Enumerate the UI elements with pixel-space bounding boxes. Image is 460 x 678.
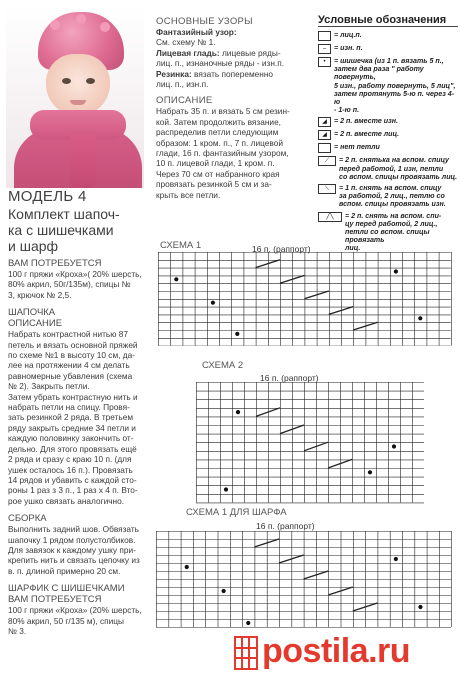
mouth: [70, 100, 86, 105]
eye: [86, 78, 95, 84]
scheme3-rapport: 16 п. (раппорт): [256, 521, 315, 531]
hat-description-heading: ОПИСАНИЕ: [8, 318, 63, 330]
text-line: крепить нить и связать цепочку из: [8, 555, 140, 566]
text-line: 10 п. лицевой глади, 1 кром. п.: [156, 158, 275, 169]
text-line: каждую половинку закончить от-: [8, 433, 134, 444]
scarf-needs-text: 100 г пряжи «Кроха» (20% шерсть, 80% акрил, 50 г/135 м), спицы № 3.: [8, 605, 142, 636]
legend-text-line: = 2 п. снятька на вспом. спицу: [339, 156, 449, 165]
legend-symbol: [318, 31, 331, 41]
scarf-description: [156, 106, 304, 200]
scheme1-cable-mark: [353, 322, 377, 330]
text-line: распределив петли следующим: [156, 127, 279, 138]
legend-item: [318, 117, 458, 127]
watermark-logo-icon: [234, 636, 258, 670]
scarf-heading: ШАРФИК С ШИШЕЧКАМИ ВАМ ПОТРЕБУЕТСЯ: [8, 583, 125, 606]
hat-description: [8, 329, 158, 506]
watermark: postila.ru: [262, 632, 411, 670]
scheme2-cable-mark: [256, 408, 280, 417]
text-line: № 2). Закрыть петли.: [8, 381, 90, 392]
scheme1-cable-mark: [256, 260, 280, 268]
assembly-heading: СБОРКА: [8, 513, 47, 525]
fancy-pattern: Фантазийный узор: См. схему № 1.: [156, 27, 237, 48]
legend-text: [334, 117, 398, 125]
legend-text-line: вспом. спицы провязать изн.: [339, 200, 446, 209]
legend-text-line: = 2 п. снять на вспом. спи-: [345, 211, 442, 220]
text-line: ушек осталось 16 п.). Провязать: [8, 464, 133, 475]
scheme3-cable-mark: [353, 603, 378, 611]
text-line: роны 1 раз з 3 п., 1 раз х 4 п. Вто-: [8, 485, 138, 496]
product-photo: [6, 6, 144, 188]
scheme2-title: СХЕМА 2: [202, 360, 244, 371]
rib-pattern: Резинка: вязать попеременно лиц. п., изн.п.: [156, 68, 274, 90]
legend-item: [318, 143, 458, 153]
legend-text-line: затем два раза " работу повернуть,: [334, 65, 424, 82]
bobble-decoration: [100, 22, 110, 32]
text-line: провязать резинкой 5 см и за-: [156, 179, 272, 190]
legend-text: [339, 184, 446, 209]
patterns-heading: ОСНОВНЫЕ УЗОРЫ: [156, 16, 253, 27]
scheme1-bobble-mark: [235, 332, 239, 336]
scheme3-bobble-mark: [246, 621, 250, 625]
text-line: рое ушко связать аналогично.: [8, 495, 125, 506]
scheme2-bobble-mark: [368, 470, 372, 474]
legend: [318, 14, 458, 256]
scheme1-cable-mark: [329, 307, 353, 315]
legend-text-line: лиц.: [345, 244, 361, 253]
scheme1-bobble-mark: [394, 269, 398, 273]
text-line: глади, 16 п. фантазийным узором,: [156, 148, 289, 159]
legend-symbol: ⟋: [318, 156, 336, 166]
legend-symbol: ╱╲: [318, 212, 342, 222]
scheme2-rapport: 16 п. (раппорт): [260, 373, 319, 383]
scheme3-bobble-mark: [222, 589, 226, 593]
legend-text-line: = 1 п. снять на вспом. спицу: [339, 184, 442, 193]
bobble-decoration: [50, 20, 60, 30]
text-line: петель и вязать основной пряжей: [8, 339, 138, 350]
text-line: набрать петли на спицу. Провя-: [8, 402, 130, 413]
text-line: Затем убрать контрастную нить и: [8, 391, 138, 402]
scheme2-bobble-mark: [236, 410, 240, 414]
scheme3-title: СХЕМА 1 ДЛЯ ШАРФА: [186, 507, 287, 518]
scheme2-chart: [196, 382, 424, 504]
text-line: крыть все петли.: [156, 189, 221, 200]
child-face-illustration: [46, 54, 110, 116]
stockinette-pattern: Лицевая гладь: лицевые ряды- лиц. п., изнаночные ряды - изн.п.: [156, 47, 284, 69]
scheme2-cable-mark: [304, 442, 328, 451]
scheme2-bobble-mark: [392, 444, 396, 448]
legend-text-line: перед работой, 1 изн, петли: [339, 164, 444, 173]
legend-text-line: затем протянуть 5-ю п. через 4-ю: [334, 89, 455, 107]
text-line: зать резинкой 2 ряда. В третьем: [8, 412, 134, 423]
text-line: Через 70 см от набранного края: [156, 168, 280, 179]
legend-item: [318, 184, 458, 209]
scheme3-bobble-mark: [394, 557, 398, 561]
text-line: Набрать 35 п. и вязать 5 см резин-: [156, 106, 290, 117]
scheme1-bobble-mark: [174, 277, 178, 281]
legend-symbol: ⟍: [318, 184, 336, 194]
legend-text-line: = изн. п.: [334, 44, 363, 52]
bobble-decoration: [76, 14, 86, 24]
text-line: Набрать контрастной нитью 87: [8, 329, 128, 340]
text-line: лее на протяжении 4 см делать: [8, 360, 130, 371]
legend-items: [318, 31, 458, 253]
legend-text-line: = 2 п. вместе изн.: [334, 117, 398, 126]
legend-text: [339, 156, 457, 181]
scheme3-cable-mark: [279, 555, 304, 563]
scheme1-title: СХЕМА 1: [160, 240, 202, 251]
assembly-text: [8, 524, 158, 576]
scheme1-bobble-mark: [211, 301, 215, 305]
text-line: ряду закрыть средние 34 петли и: [8, 422, 136, 433]
legend-text-line: = 2 п. вместе лиц.: [334, 130, 400, 139]
legend-text: [334, 44, 363, 52]
scheme3-cable-mark: [328, 587, 353, 595]
scheme3-bobble-mark: [418, 605, 422, 609]
scheme1-cable-mark: [304, 291, 328, 299]
legend-text-line: - 1-ю п.: [334, 106, 360, 115]
scheme2-bobble-mark: [224, 487, 228, 491]
model-title: МОДЕЛЬ 4: [8, 188, 87, 205]
text-line: Выполнить задний шов. Обвязать: [8, 524, 139, 535]
middle-column: [156, 16, 304, 200]
text-line: кой. Затем продолжить вязание,: [156, 116, 281, 127]
legend-text: [334, 143, 380, 151]
scheme3-cable-mark: [254, 539, 279, 547]
legend-text: [334, 57, 458, 114]
scheme1-cable-mark: [280, 275, 304, 283]
text-line: дельно. Для этого провязать ещё: [8, 443, 137, 454]
legend-text-line: со вспом. спицы провязать лиц.: [339, 172, 458, 181]
left-column: [8, 258, 158, 636]
scheme2-cable-mark: [328, 459, 352, 468]
needs-text: 100 г пряжи «Кроха»( 20% шерсть, 80% акрил, 50г/135м), спицы № 3, крючок № 2,5.: [8, 269, 142, 300]
legend-symbol: •: [318, 57, 331, 67]
legend-item: [318, 156, 458, 181]
legend-text-line: петли со вспом. спицы провязать: [345, 228, 430, 245]
legend-symbol: ◢: [318, 117, 331, 127]
legend-text-line: за работой, 2 лиц., петлю со: [339, 192, 445, 201]
scheme3-chart: [156, 531, 454, 629]
text-line: в. п. длиной примерно 20 см.: [8, 565, 121, 576]
hat-heading: ШАПОЧКА: [8, 307, 56, 319]
scheme1-rapport: 16 п. (раппорт): [252, 244, 311, 254]
legend-text: [334, 31, 362, 39]
legend-item: [318, 44, 458, 54]
scheme3-cable-mark: [304, 571, 329, 579]
legend-text-line: цу перед работой, 2 лиц.,: [345, 219, 438, 228]
legend-item: [318, 31, 458, 41]
text-line: по схеме №1 в высоту 10 см, да-: [8, 350, 135, 361]
text-line: 14 рядов и убавить с каждой сто-: [8, 474, 137, 485]
legend-item: [318, 130, 458, 140]
legend-text-line: = лиц.п.: [334, 31, 362, 39]
model-subtitle: Комплект шапоч- ка с шишечками и шарф: [8, 206, 120, 254]
legend-title: Условные обозначения: [318, 14, 458, 27]
scheme1-chart: [158, 252, 454, 346]
scheme2-cable-mark: [280, 425, 304, 434]
legend-symbol: [318, 143, 331, 153]
legend-text-line: = шишечка (из 1 п. вязать 5 п.,: [334, 57, 444, 65]
legend-item: [318, 57, 458, 114]
needs-heading: ВАМ ПОТРЕБУЕТСЯ: [8, 258, 102, 269]
scarf-description-heading: ОПИСАНИЕ: [156, 95, 213, 107]
legend-text-line: 5 изн., работу повернуть, 5 лиц",: [334, 81, 456, 90]
text-line: образом: 1 кром. п., 7 п. лицевой: [156, 137, 283, 148]
text-line: 2 ряда и сразу с краю 10 п. (для: [8, 454, 132, 465]
legend-text: [345, 212, 458, 253]
eye: [62, 78, 71, 84]
text-line: шапочку 1 рядом полустолбиков.: [8, 534, 136, 545]
scheme3-bobble-mark: [185, 565, 189, 569]
legend-symbol: ◢: [318, 130, 331, 140]
legend-item: [318, 212, 458, 253]
text-line: Для завязок к каждому ушку при-: [8, 544, 136, 555]
legend-text-line: = нет петли: [334, 143, 380, 152]
legend-text: [334, 130, 399, 138]
scheme1-bobble-mark: [418, 316, 422, 320]
text-line: равномерные убавления (схема: [8, 370, 133, 381]
scarf-tail-illustration: [70, 134, 96, 188]
legend-symbol: –: [318, 44, 331, 54]
